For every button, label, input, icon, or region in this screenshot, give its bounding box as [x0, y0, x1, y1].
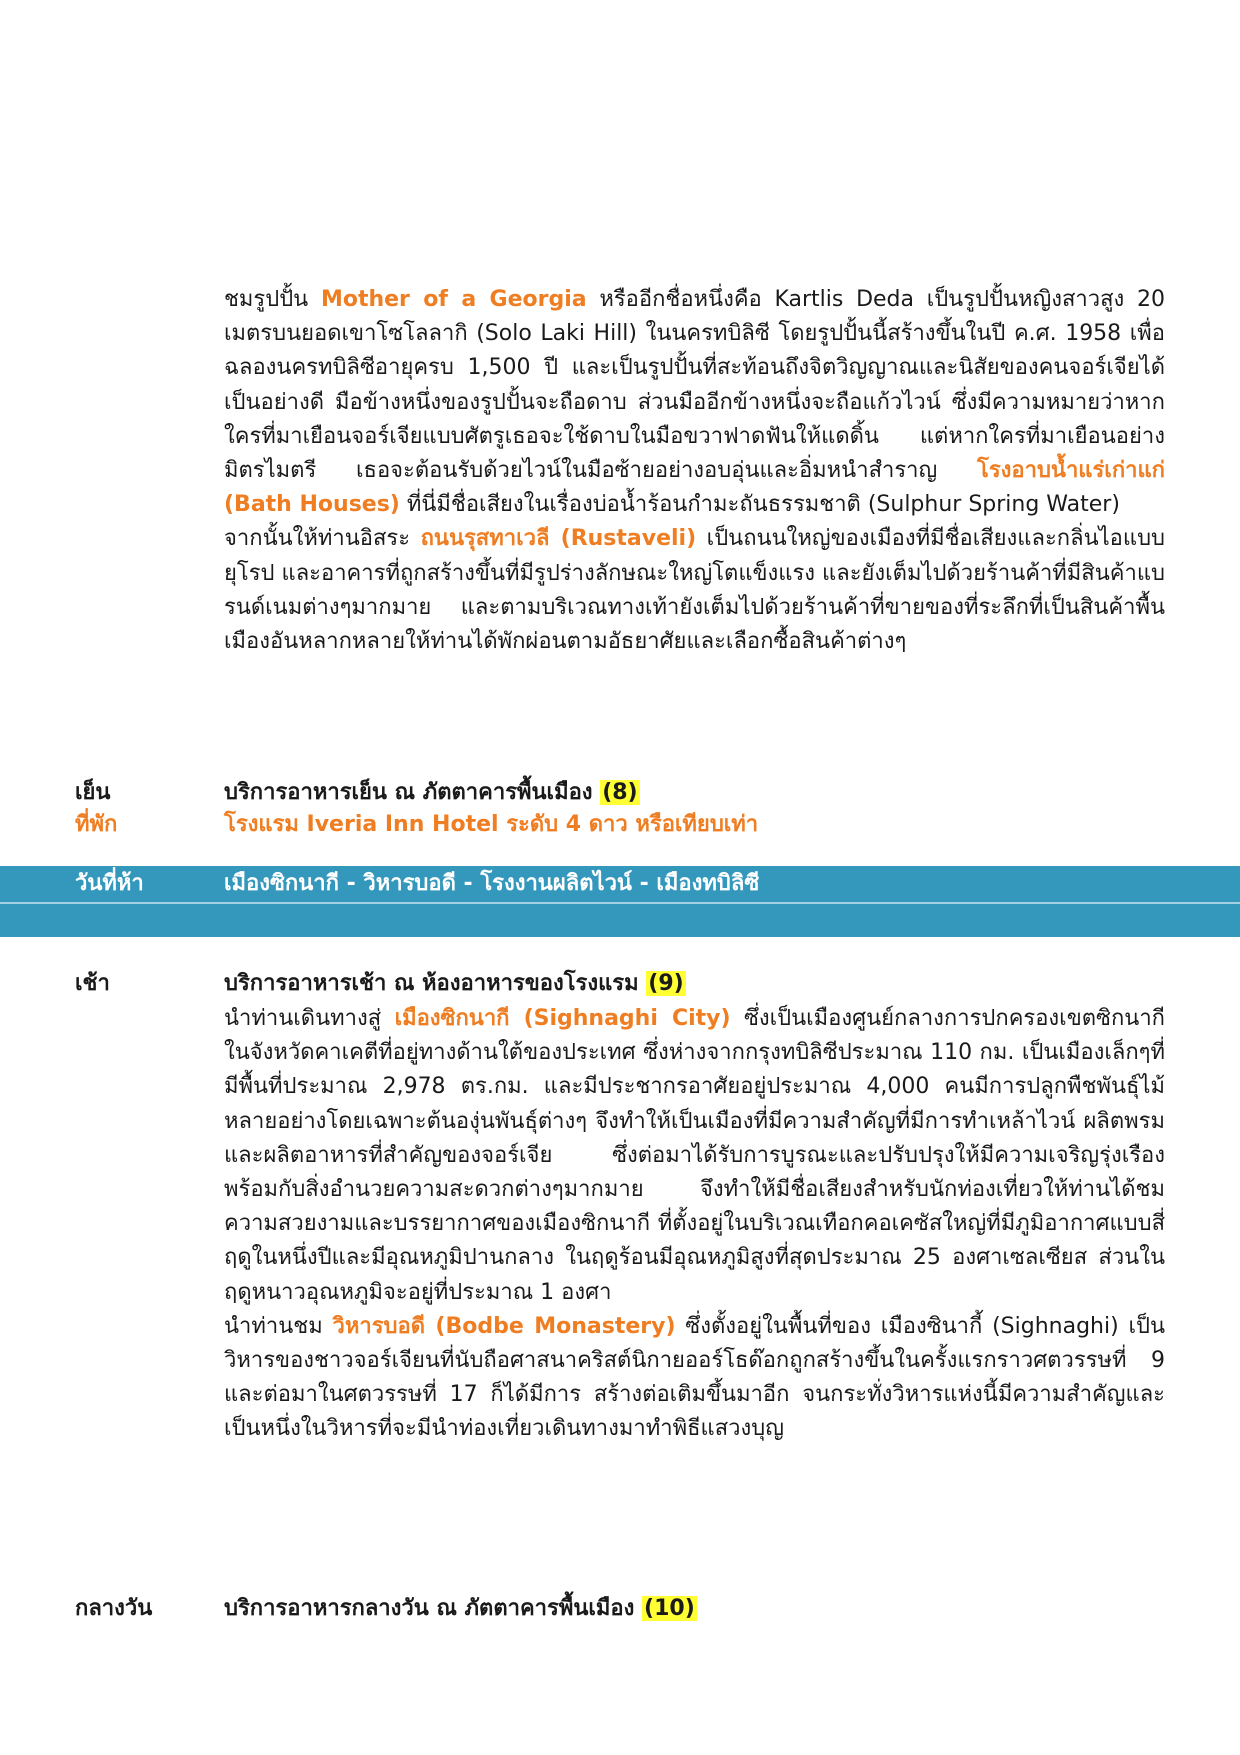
sighnaghi-paragraph	[224, 1002, 1165, 1310]
paragraph-text: นำท่านชม	[224, 1313, 333, 1339]
day5-title: เมืองซิกนากี - วิหารบอดี - โรงงานผลิตไวน์ - เมืองทบิลิซี	[224, 871, 760, 896]
lunch-text	[224, 1592, 697, 1626]
highlight-sighnaghi: เมืองซิกนากี (Sighnaghi City)	[394, 1006, 731, 1031]
breakfast-description: บริการอาหารเช้า ณ ห้องอาหารของโรงแรม	[224, 971, 647, 996]
highlight-bath-houses: โรงอาบน้ำแร่เก่าแก่ (Bath Houses)	[224, 458, 1165, 518]
lunch-description: บริการอาหารกลางวัน ณ ภัตตาคารพื้นเมือง	[224, 1596, 643, 1621]
dinner-label: เย็น	[75, 780, 111, 805]
day5-label: วันที่ห้า	[75, 871, 144, 896]
hotel-row	[0, 808, 1240, 842]
bodbe-paragraph	[224, 1310, 1165, 1447]
hotel-text: โรงแรม Iveria Inn Hotel ระดับ 4 ดาว หรือเทียบเท่า	[224, 812, 759, 837]
day5-banner	[0, 866, 1240, 937]
dinner-row	[0, 776, 1240, 810]
highlight-mother-of-georgia: Mother of a Georgia	[320, 287, 587, 312]
highlight-rustaveli: ถนนรุสทาเวลี (Rustaveli)	[420, 526, 697, 552]
highlight-bodbe-monastery: วิหารบอดี (Bodbe Monastery)	[332, 1313, 676, 1339]
mother-of-georgia-paragraph	[224, 283, 1165, 522]
lunch-row	[0, 1592, 1240, 1626]
paragraph-text: จากนั้นให้ท่านอิสระ	[224, 526, 421, 552]
breakfast-text	[224, 967, 686, 1001]
day4-description	[224, 283, 1165, 659]
meal-number-badge: (10)	[644, 1596, 695, 1621]
breakfast-row	[0, 967, 1240, 1001]
dinner-text	[224, 776, 640, 810]
paragraph-text: ซึ่งเป็นเมืองศูนย์กลางการปกครองเขตซิกนากี ในจังหวัดคาเคตีที่อยู่ทางด้านใต้ของประเทศ ซึ่งห่างจากกรุงทบิลิซีประมาณ 110 กม. เป็นเมืองเล็กๆที่มีพื้นที่ประมาณ 2,978 ตร.กม. และมีประชากรอาศัยอยู่ประมาณ 4,000 คนมีการปลูกพืชพันธุ์ไม้หลายอย่างโดยเฉพาะต้นองุ่นพันธุ์ต่างๆ จึงทำให้เป็นเมืองที่มีความสำคัญที่มีการทำเหล้าไวน์ ผลิตพรม และผลิตอาหารที่สำคัญของจอร์เจีย ซึ่งต่อมาได้รับการบูรณะและปรับปรุงให้มีความเจริญรุ่งเรือง พร้อมกับสิ่งอำนวยความสะดวกต่างๆมากมาย จึงทำให้มีชื่อเสียงสำหรับนักท่องเที่ยวให้ท่านได้ชมความสวยงามและบรรยากาศของเมืองซิกนากี ที่ตั้งอยู่ในบริเวณเทือกคอเคซัสใหญ่ที่มีภูมิอากาศแบบสี่ฤดูในหนึ่งปีและมีอุณหภูมิปานกลาง ในฤดูร้อนมีอุณหภูมิสูงที่สุดประมาณ 25 องศาเซลเซียส ส่วนในฤดูหนาวอุณหภูมิจะอยู่ที่ประมาณ 1 องศา	[224, 1006, 1165, 1305]
dinner-description: บริการอาหารเย็น ณ ภัตตาคารพื้นเมือง	[224, 780, 601, 805]
paragraph-text: หรืออีกชื่อหนึ่งคือ Kartlis Deda เป็นรูปปั้นหญิงสาวสูง 20 เมตรบนยอดเขาโซโลลากิ (Solo Laki Hill) ในนครทบิลิซี โดยรูปปั้นนี้สร้างขึ้นในปี ค.ศ. 1958 เพื่อฉลองนครทบิลิซีอายุครบ 1,500 ปี และเป็นรูปปั้นที่สะท้อนถึงจิตวิญญาณและนิสัยของคนจอร์เจียได้เป็นอย่างดี มือข้างหนึ่งของรูปปั้นจะถือดาบ ส่วนมืออีกข้างหนึ่งจะถือแก้วไวน์ ซึ่งมีความหมายว่าหากใครที่มาเยือนจอร์เจียแบบศัตรูเธอจะใช้ดาบในมือขวาฟาดฟันให้แดดิ้น แต่หากใครที่มาเยือนอย่างมิตรไมตรี เธอจะต้อนรับด้วยไวน์ในมือซ้ายอย่างอบอุ่นและอิ่มหนำสำราญ	[224, 287, 1166, 484]
day5-description	[224, 1002, 1165, 1447]
meal-number-badge: (9)	[648, 971, 684, 996]
breakfast-label: เช้า	[75, 971, 110, 996]
paragraph-text: ที่นี่มีชื่อเสียงในเรื่องบ่อน้ำร้อนกำมะถันธรรมชาติ (Sulphur Spring Water)	[399, 492, 1120, 518]
rustaveli-paragraph	[224, 522, 1165, 659]
meal-number-badge: (8)	[602, 780, 638, 805]
banner-divider	[0, 902, 1240, 904]
paragraph-text: ซึ่งตั้งอยู่ในพื้นที่ของ เมืองซินากี้ (Sighnaghi) เป็นวิหารของชาวจอร์เจียนที่นับถือศาสนาคริสต์นิกายออร์โธด๊อกถูกสร้างขึ้นในครั้งแรกราวศตวรรษที่ 9 และต่อมาในศตวรรษที่ 17 ก็ได้มีการ สร้างต่อเติมขึ้นมาอีก จนกระทั่งวิหารแห่งนี้มีความสำคัญและเป็นหนึ่งในวิหารที่จะมีนำท่องเที่ยวเดินทางมาทำพิธีแสวงบุญ	[224, 1313, 1165, 1442]
paragraph-text: ชมรูปปั้น	[224, 287, 321, 312]
lunch-label: กลางวัน	[75, 1596, 153, 1621]
hotel-label: ที่พัก	[75, 812, 118, 837]
paragraph-text: เป็นถนนใหญ่ของเมืองที่มีชื่อเสียงและกลิ่นไอแบบยุโรป และอาคารที่ถูกสร้างขึ้นที่มีรูปร่างลักษณะใหญ่โตแข็งแรง และยังเต็มไปด้วยร้านค้าที่มีสินค้าแบรนด์เนมต่างๆมากมาย และตามบริเวณทางเท้ายังเต็มไปด้วยร้านค้าที่ขายของที่ระลึกที่เป็นสินค้าพื้นเมืองอันหลากหลายให้ท่านได้พักผ่อนตามอัธยาศัยและเลือกซื้อสินค้าต่างๆ	[224, 526, 1165, 655]
paragraph-text: นำท่านเดินทางสู่	[224, 1006, 395, 1031]
